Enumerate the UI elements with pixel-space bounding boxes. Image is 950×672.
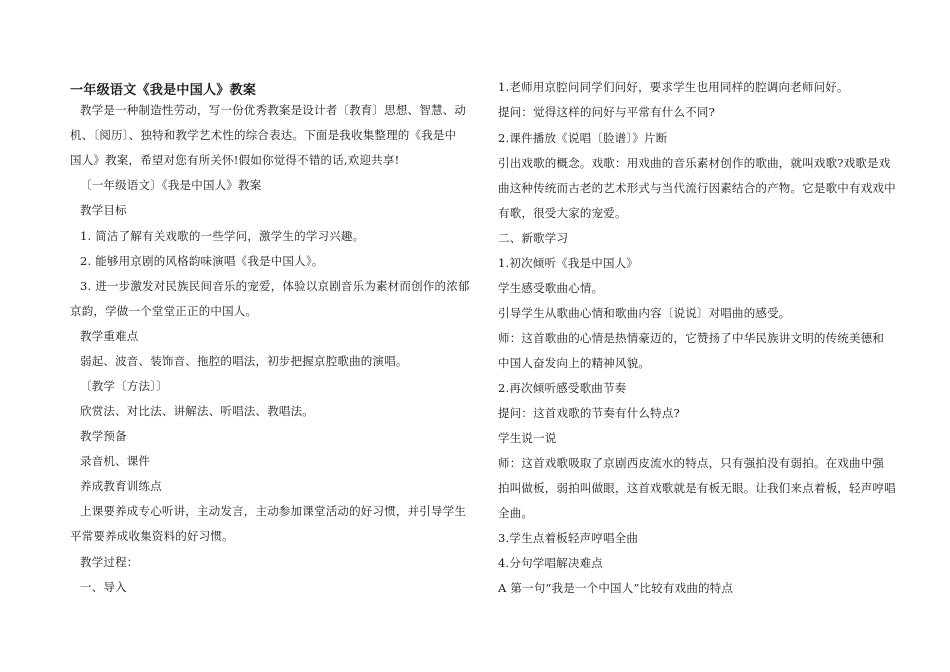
concept-line-2: 曲这种传统而古老的艺术形式与当代流行因素结合的产物。它是歌中有戏戏中 xyxy=(498,181,896,195)
sentence-a-text: A 第一句“我是一个中国人”比较有戏曲的特点 xyxy=(498,581,734,595)
intro-line-3: 国人》教案，希望对您有所关怀!假如你觉得不错的话,欢迎共享! xyxy=(70,153,400,167)
section-heading-process: 教学过程： xyxy=(80,555,139,569)
teacher-rhythm-line-2: 拍叫做板，弱拍叫做眼，这首戏歌就是有板无眼。让我们来点着板，轻声哼唱 xyxy=(498,481,896,495)
listen-2: 2.再次倾听感受歌曲节奏 xyxy=(498,381,627,395)
objective-3-line-1: 3. 进一步激发对民族民间音乐的宠爱，体验以京剧音乐为素材而创作的浓郁 xyxy=(80,279,470,293)
section-new-song: 二、新歌学习 xyxy=(498,231,569,245)
subtitle-line: 〔一年级语文〕《我是中国人》教案 xyxy=(80,178,262,192)
section-heading-habits: 养成教育训练点 xyxy=(80,479,162,493)
process-part-1-heading: 一、导入 xyxy=(80,580,127,594)
objective-1: 1. 简洁了解有关戏歌的一些学问，激学生的学习兴趣。 xyxy=(80,229,365,243)
habits-line-1: 上课要养成专心听讲，主动发言，主动参加课堂活动的好习惯，并引导学生 xyxy=(80,504,467,518)
question-2: 提问：这首戏歌的节奏有什么特点? xyxy=(498,406,680,420)
step-2-text: 2.课件播放《说唱〔脸谱〕》片断 xyxy=(498,131,668,145)
teacher-rhythm-line-3: 全曲。 xyxy=(498,506,534,520)
listen-1: 1.初次倾听《我是中国人》 xyxy=(498,256,639,270)
teacher-line-2: 中国人奋发向上的精神风貌。 xyxy=(498,356,651,370)
document-title: 一年级语文《我是中国人》教案 xyxy=(70,83,257,98)
intro-line-1: 教学是一种制造性劳动，写一份优秀教案是设计者〔教育〕思想、智慧、动 xyxy=(80,103,467,117)
step-1-text: 1.老师用京腔问同学们问好，要求学生也用同样的腔调向老师问好。 xyxy=(498,80,849,94)
section-heading-key-points: 教学重难点 xyxy=(80,329,139,343)
step-4-text: 4.分句学唱解决难点 xyxy=(498,556,603,570)
students-say: 学生说一说 xyxy=(498,431,557,445)
methods-text: 欣赏法、对比法、讲解法、听唱法、教唱法。 xyxy=(80,404,314,418)
objective-3-line-2: 京韵，学做一个堂堂正正的中国人。 xyxy=(70,304,258,318)
concept-line-3: 有歌，很受大家的宠爱。 xyxy=(498,206,627,220)
concept-line-1: 引出戏歌的概念。戏歌：用戏曲的音乐素材创作的歌曲，就叫戏歌?戏歌是戏 xyxy=(498,156,891,170)
teacher-line-1: 师：这首歌曲的心情是热情豪迈的，它赞扬了中华民族讲文明的传统美德和 xyxy=(498,331,885,345)
section-heading-objectives: 教学目标 xyxy=(80,203,127,217)
question-1: 提问：觉得这样的问好与平常有什么不同? xyxy=(498,105,715,119)
section-heading-methods: 〔教学〔方法〕〕 xyxy=(80,379,168,393)
guide-text: 引导学生从歌曲心情和歌曲内容〔说说〕对唱曲的感受。 xyxy=(498,306,791,320)
preparation-text: 录音机、课件 xyxy=(80,454,151,468)
habits-line-2: 平常要养成收集资料的好习惯。 xyxy=(70,529,234,543)
key-points-text: 弱起、波音、装饰音、拖腔的唱法，初步把握京腔歌曲的演唱。 xyxy=(80,354,408,368)
section-heading-preparation: 教学预备 xyxy=(80,429,127,443)
listen-1-activity: 学生感受歌曲心情。 xyxy=(498,281,604,295)
intro-line-2: 机、〔阅历〕、独特和教学艺术性的综合表达。下面是我收集整理的《我是中 xyxy=(70,128,457,142)
step-3-text: 3.学生点着板轻声哼唱全曲 xyxy=(498,531,639,545)
objective-2: 2. 能够用京剧的风格韵味演唱《我是中国人》。 xyxy=(80,254,324,268)
teacher-rhythm-line-1: 师：这首戏歌吸取了京剧西皮流水的特点，只有强拍没有弱拍。在戏曲中强 xyxy=(498,456,885,470)
